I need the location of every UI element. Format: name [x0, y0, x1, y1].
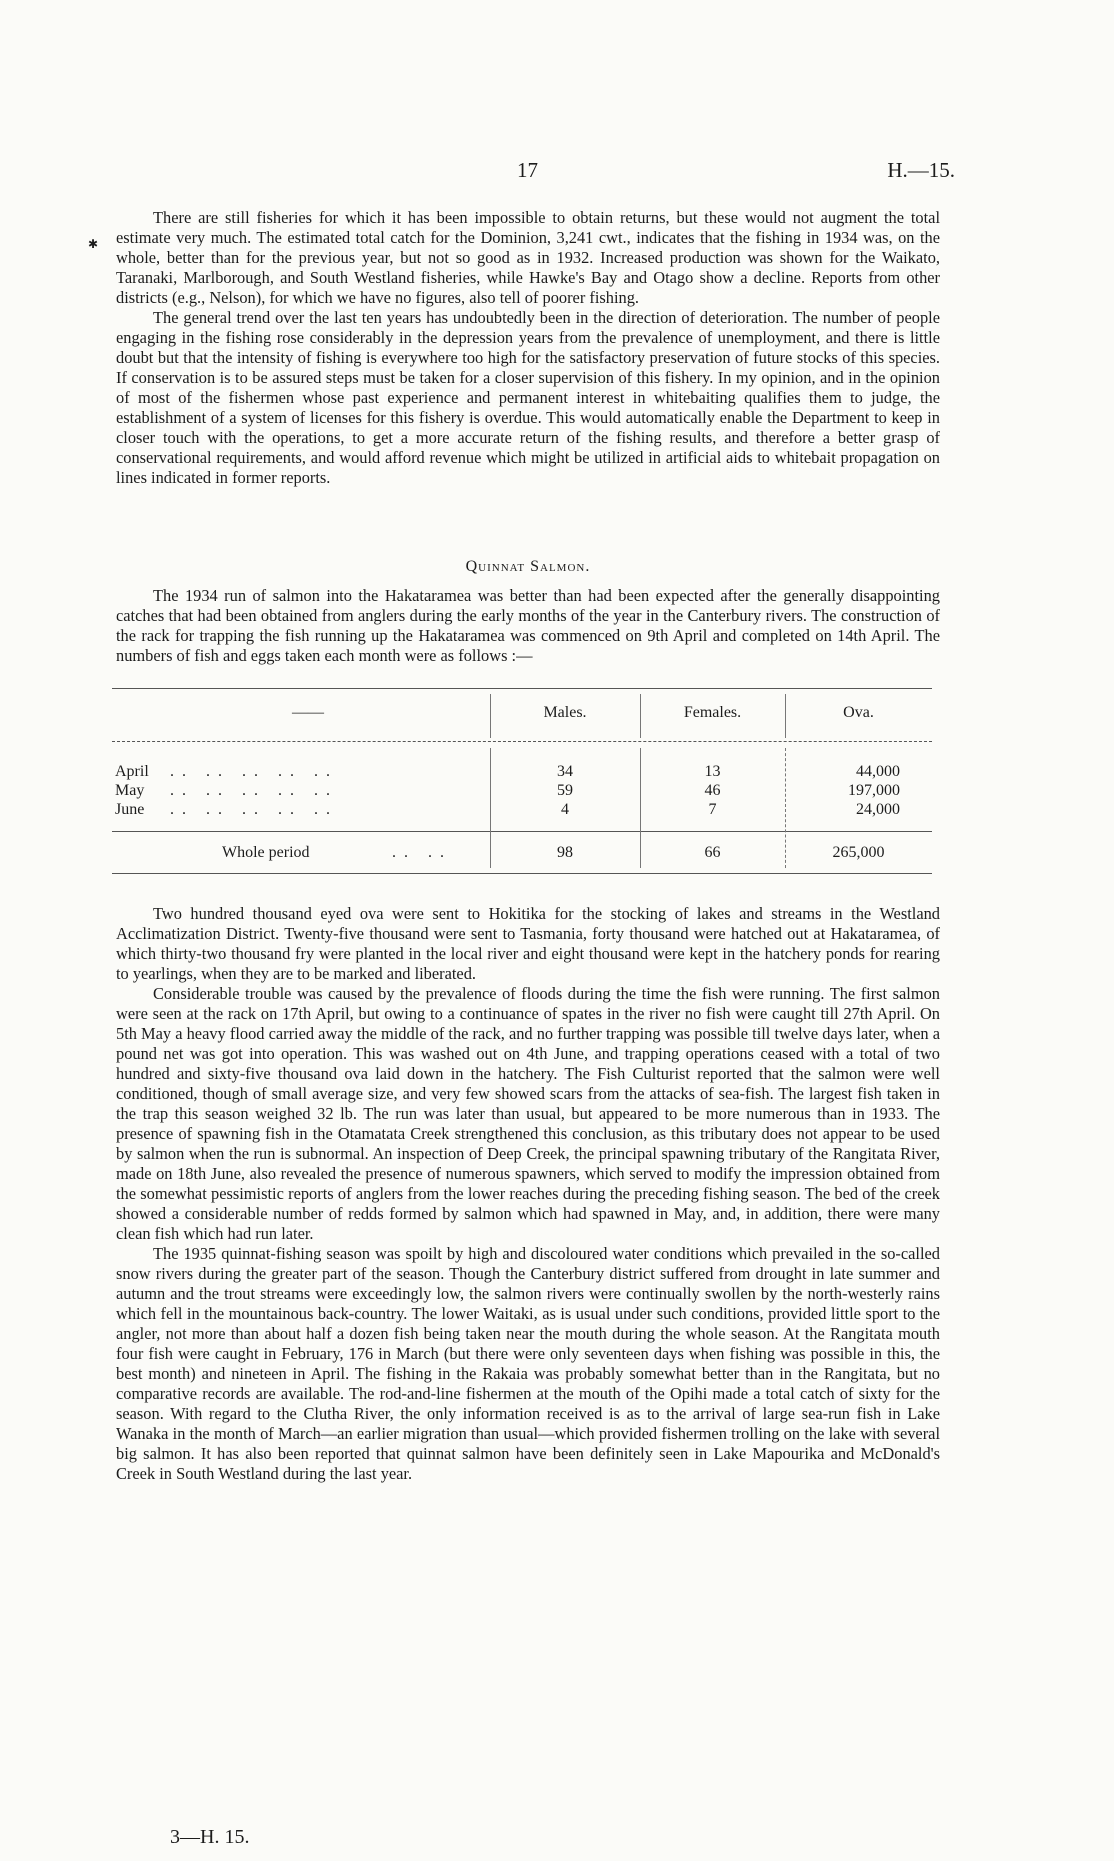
paragraph-ova-distribution: Two hundred thousand eyed ova were sent to Hokitika for the stocking of lakes and streams in the Westland Acclimatization District. Twenty-five thousand were sent to Tasmania, forty thousand were hatched out at Hakataramea, of which thirty-two thousand fry were planted in the local river and eight thousand were kept in the hatchery ponds for rearing to yearlings, when they are to be marked and liberated.: [116, 904, 940, 983]
column-header-females: Females.: [683, 704, 742, 721]
cell-ova: 44,000: [856, 763, 900, 780]
cell-males: 59: [557, 782, 573, 799]
cell-males: 34: [557, 763, 573, 780]
salmon-details: [116, 904, 940, 1484]
table-total-rule: [112, 831, 932, 832]
row-label-april: April: [115, 763, 149, 780]
margin-mark: ✱: [88, 237, 99, 251]
row-label-whole-period: Whole period: [222, 844, 310, 861]
table-bottom-rule: [112, 873, 932, 874]
cell-females: 46: [704, 782, 721, 799]
total-ova: 265,000: [832, 844, 885, 861]
row-leader-dots: . . . . . . . . . .: [170, 763, 332, 780]
paragraph-salmon-intro: The 1934 run of salmon into the Hakataramea was better than had been expected after the generally disappointing catches that had been obtained from anglers during the early months of the year in the Canterbury rivers. The construction of the rack for trapping the fish running up the Hakataramea was commenced on 9th April and completed on 14th April. The numbers of fish and eggs taken each month were as follows :—: [116, 586, 940, 665]
row-leader-dots: . . . . . . . . . .: [170, 782, 332, 799]
total-females: 66: [704, 844, 721, 861]
row-label-may: May: [115, 782, 145, 799]
column-header-males: Males.: [543, 704, 587, 721]
row-label-june: June: [115, 801, 145, 818]
whitebait-section: [116, 208, 940, 488]
paragraph-general-trend: The general trend over the last ten years has undoubtedly been in the direction of deterioration. The number of people engaging in the fishing rose considerably in the depression years from the prevalence of unemployment, and there is little doubt but that the intensity of fishing is everywhere too high for the satisfactory preservation of future stocks of this species. If conservation is to be assured steps must be taken for a closer supervision of this fishery. In my opinion, and in the opinion of most of the fishermen whose past experience and permanent interest in whitebaiting qualifies them to judge, the establishment of a system of licenses for this fishery is overdue. This would automatically enable the Department to keep in closer touch with the operations, to get a more accurate return of the fishing results, and therefore a better grasp of conservational requirements, and would afford revenue which might be utilized in artificial aids to whitebait propagation on lines indicated in former reports.: [116, 308, 940, 487]
cell-males: 4: [561, 801, 569, 818]
cell-ova: 24,000: [856, 801, 900, 818]
table-top-rule: [112, 688, 932, 689]
cell-females: 13: [704, 763, 721, 780]
column-header-ova: Ova.: [843, 704, 874, 721]
row-leader-dots: . . . . . . . . . .: [170, 801, 332, 818]
column-header-blank: ——: [292, 704, 324, 721]
paragraph-catch-estimate: There are still fisheries for which it has been impossible to obtain returns, but these would not augment the total estimate very much. The estimated total catch for the Dominion, 3,241 cwt., indicates that the fishing in 1934 was, on the whole, better than for the previous year, but not so good as in 1932. Increased production was shown for the Waikato, Taranaki, Marlborough, and South Westland fisheries, while Hawke's Bay and Otago show a decline. Reports from other districts (e.g., Nelson), for which we have no figures, also tell of poorer fishing.: [116, 208, 940, 307]
salmon-intro: [116, 586, 940, 666]
cell-females: 7: [708, 801, 717, 818]
paragraph-1935-season: The 1935 quinnat-fishing season was spoilt by high and discoloured water conditions which prevailed in the so-called snow rivers during the greater part of the season. Though the Canterbury district suffered from drought in late summer and autumn and the trout streams were exceedingly low, the salmon rivers were continually swollen by the north-westerly rains which fell in the mountainous back-country. The lower Waitaki, as is usual under such conditions, provided little sport to the angler, not more than about half a dozen fish being taken near the mouth during the whole season. At the Rangitata mouth four fish were caught in February, 176 in March (but there were only seventeen days when fishing was possible in this, the best month) and nineteen in April. The fishing in the Rakaia was probably somewhat better than in the Rangitata, but no comparative records are available. The rod-and-line fishermen at the mouth of the Opihi made a total catch of sixty for the season. With regard to the Clutha River, the only information received is as to the arrival of large sea-run fish in Lake Wanaka in the month of March—an earlier migration than usual—which provided fishermen trolling on the lake with several big salmon. It has also been reported that quinnat salmon have been definitely seen in Lake Mapourika and McDonald's Creek in South Westland during the last year.: [116, 1244, 940, 1483]
section-heading: Quinnat Salmon.: [465, 558, 591, 575]
row-leader-dots: . . . .: [392, 844, 446, 861]
paragraph-floods: Considerable trouble was caused by the prevalence of floods during the time the fish were running. The first salmon were seen at the rack on 17th April, but owing to a continuance of spates in the river no fish were caught till 27th April. On 5th May a heavy flood carried away the middle of the rack, and no further trapping was possible till twelve days later, when a pound net was got into operation. This was washed out on 4th June, and trapping operations ceased with a total of two hundred and sixty-five thousand ova laid down in the hatchery. The Fish Culturist reported that the salmon were well conditioned, though of small average size, and very few showed scars from the attacks of sea-fish. The largest fish taken in the trap this season weighed 32 lb. The run was later than usual, but appeared to be more numerous than in 1933. The presence of spawning fish in the Otamatata Creek strengthened this conclusion, as this tributary does not appear to be used by salmon when the run is subnormal. An inspection of Deep Creek, the principal spawning tributary of the Rangitata River, made on 18th June, also revealed the presence of numerous spawners, which served to modify the impression obtained from the somewhat pessimistic reports of anglers from the lower reaches during the preceding fishing season. The bed of the creek showed a considerable number of redds formed by salmon which had spawned in May, and, in addition, there were many clean fish which had run later.: [116, 984, 940, 1243]
total-males: 98: [557, 844, 573, 861]
document-reference: H.—15.: [887, 158, 955, 182]
cell-ova: 197,000: [848, 782, 900, 799]
table-header-rule: [112, 741, 932, 742]
page-signature: 3—H. 15.: [170, 1826, 250, 1848]
page-number: 17: [517, 158, 538, 182]
